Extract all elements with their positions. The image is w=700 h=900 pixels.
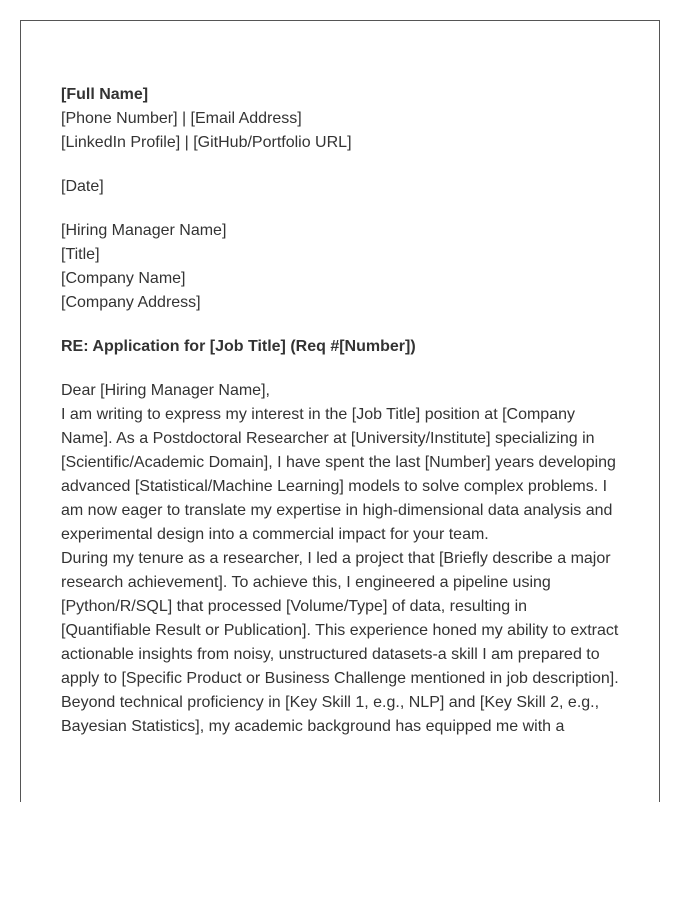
sender-header xyxy=(61,83,631,155)
recipient-block xyxy=(61,219,631,315)
paragraph-line: am now eager to translate my expertise in high-dimensional data analysis and xyxy=(61,502,613,519)
subject-block xyxy=(61,335,631,359)
subject-line: RE: Application for [Job Title] (Req #[Number]) xyxy=(61,338,416,355)
paragraph-line: actionable insights from noisy, unstructured datasets-a skill I am prepared to xyxy=(61,646,600,663)
paragraph-line: I am writing to express my interest in the [Job Title] position at [Company xyxy=(61,406,575,423)
salutation-block xyxy=(61,379,631,403)
body-paragraph-3 xyxy=(61,691,631,739)
recipient-address: [Company Address] xyxy=(61,294,201,311)
recipient-name: [Hiring Manager Name] xyxy=(61,222,227,239)
paragraph-line: advanced [Statistical/Machine Learning] models to solve complex problems. I xyxy=(61,478,608,495)
sender-contact-line-2: [LinkedIn Profile] | [GitHub/Portfolio URL] xyxy=(61,134,352,151)
letter-page xyxy=(20,20,660,802)
paragraph-line: During my tenure as a researcher, I led a project that [Briefly describe a major xyxy=(61,550,611,567)
paragraph-line: Bayesian Statistics], my academic background has equipped me with a xyxy=(61,718,565,735)
paragraph-line: [Python/R/SQL] that processed [Volume/Type] of data, resulting in xyxy=(61,598,528,615)
sender-contact-line-1: [Phone Number] | [Email Address] xyxy=(61,110,302,127)
paragraph-line: [Quantifiable Result or Publication]. This experience honed my ability to extract xyxy=(61,622,619,639)
recipient-company: [Company Name] xyxy=(61,270,186,287)
paragraph-line: experimental design into a commercial impact for your team. xyxy=(61,526,489,543)
recipient-title: [Title] xyxy=(61,246,100,263)
body-paragraph-2 xyxy=(61,547,631,691)
salutation: Dear [Hiring Manager Name], xyxy=(61,382,270,399)
paragraph-line: [Scientific/Academic Domain], I have spent the last [Number] years developing xyxy=(61,454,616,471)
paragraph-line: Name]. As a Postdoctoral Researcher at [University/Institute] specializing in xyxy=(61,430,595,447)
letter-date: [Date] xyxy=(61,178,104,195)
paragraph-line: apply to [Specific Product or Business Challenge mentioned in job description]. xyxy=(61,670,619,687)
letter-content xyxy=(61,83,631,739)
body-paragraph-1 xyxy=(61,403,631,547)
paragraph-line: research achievement]. To achieve this, I engineered a pipeline using xyxy=(61,574,551,591)
letter-date-block xyxy=(61,175,631,199)
paragraph-line: Beyond technical proficiency in [Key Skill 1, e.g., NLP] and [Key Skill 2, e.g., xyxy=(61,694,600,711)
sender-full-name: [Full Name] xyxy=(61,86,149,103)
